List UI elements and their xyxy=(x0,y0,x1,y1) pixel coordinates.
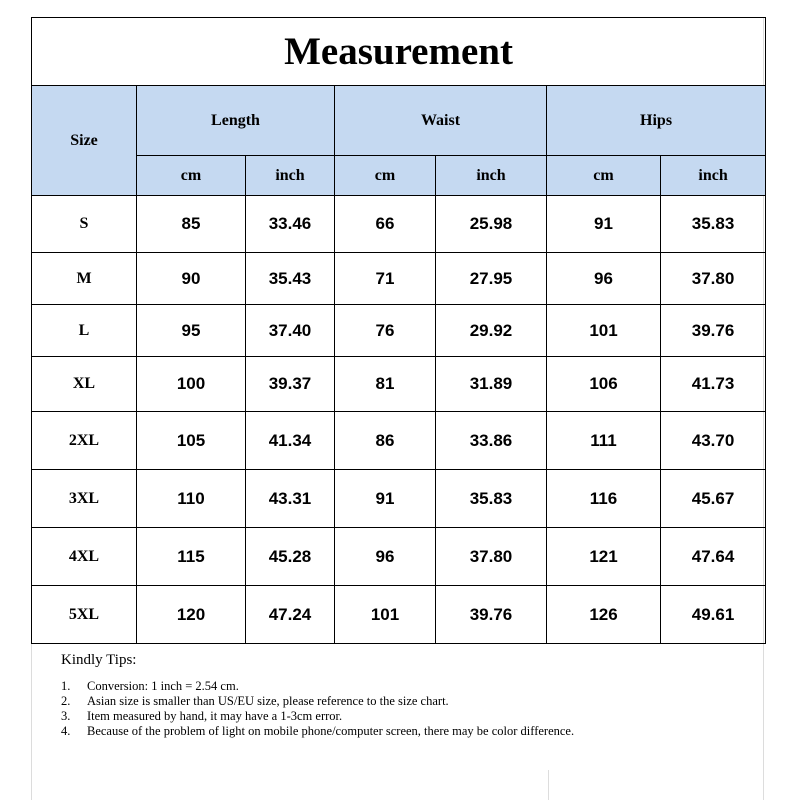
waist-cm-cell: 81 xyxy=(335,357,436,412)
tip-number: 2. xyxy=(61,694,71,708)
waist-inch-cell: 31.89 xyxy=(436,357,547,412)
hips-inch-cell: 47.64 xyxy=(661,528,766,586)
size-cell: L xyxy=(32,305,137,357)
length-cm-header: cm xyxy=(137,156,246,196)
table-row xyxy=(32,528,766,586)
hips-inch-cell: 49.61 xyxy=(661,586,766,644)
chart-title: Measurement xyxy=(32,18,766,86)
divider-line xyxy=(548,770,549,800)
length-cm-cell: 120 xyxy=(137,586,246,644)
waist-inch-cell: 27.95 xyxy=(436,253,547,305)
tip-text: Because of the problem of light on mobile phone/computer screen, there may be color difference. xyxy=(87,724,575,738)
waist-cm-header: cm xyxy=(335,156,436,196)
length-inch-cell: 45.28 xyxy=(246,528,335,586)
length-cm-cell: 110 xyxy=(137,470,246,528)
hips-inch-cell: 37.80 xyxy=(661,253,766,305)
waist-inch-cell: 29.92 xyxy=(436,305,547,357)
waist-cm-cell: 76 xyxy=(335,305,436,357)
tips-title: Kindly Tips: xyxy=(61,652,137,668)
waist-inch-header: inch xyxy=(436,156,547,196)
size-cell: 4XL xyxy=(32,528,137,586)
table-row xyxy=(32,412,766,470)
length-cm-cell: 105 xyxy=(137,412,246,470)
length-cm-cell: 90 xyxy=(137,253,246,305)
waist-cm-cell: 86 xyxy=(335,412,436,470)
waist-cm-cell: 71 xyxy=(335,253,436,305)
size-cell: S xyxy=(32,196,137,253)
size-chart-table xyxy=(31,17,766,644)
hips-cm-cell: 96 xyxy=(547,253,661,305)
waist-inch-cell: 25.98 xyxy=(436,196,547,253)
length-inch-cell: 37.40 xyxy=(246,305,335,357)
hips-inch-cell: 39.76 xyxy=(661,305,766,357)
length-inch-cell: 43.31 xyxy=(246,470,335,528)
hips-inch-cell: 41.73 xyxy=(661,357,766,412)
divider-line xyxy=(763,770,764,800)
unit-header-row xyxy=(32,156,766,196)
hips-inch-header: inch xyxy=(661,156,766,196)
table-row xyxy=(32,470,766,528)
tip-text: Item measured by hand, it may have a 1-3cm error. xyxy=(87,709,343,723)
size-cell: M xyxy=(32,253,137,305)
hips-inch-cell: 45.67 xyxy=(661,470,766,528)
tip-item xyxy=(61,679,701,694)
length-inch-cell: 47.24 xyxy=(246,586,335,644)
size-cell: 2XL xyxy=(32,412,137,470)
waist-header: Waist xyxy=(335,86,547,156)
length-header: Length xyxy=(137,86,335,156)
hips-cm-header: cm xyxy=(547,156,661,196)
hips-cm-cell: 116 xyxy=(547,470,661,528)
group-header-row xyxy=(32,86,766,156)
size-cell: XL xyxy=(32,357,137,412)
tip-item xyxy=(61,709,701,724)
length-inch-header: inch xyxy=(246,156,335,196)
waist-inch-cell: 39.76 xyxy=(436,586,547,644)
length-inch-cell: 39.37 xyxy=(246,357,335,412)
waist-inch-cell: 35.83 xyxy=(436,470,547,528)
size-cell: 5XL xyxy=(32,586,137,644)
table-row xyxy=(32,357,766,412)
tip-text: Conversion: 1 inch = 2.54 cm. xyxy=(87,679,239,693)
tip-item xyxy=(61,694,701,709)
waist-inch-cell: 37.80 xyxy=(436,528,547,586)
waist-inch-cell: 33.86 xyxy=(436,412,547,470)
tip-number: 3. xyxy=(61,709,71,723)
hips-cm-cell: 91 xyxy=(547,196,661,253)
tip-number: 4. xyxy=(61,724,71,738)
hips-cm-cell: 101 xyxy=(547,305,661,357)
hips-header: Hips xyxy=(547,86,766,156)
size-chart-body xyxy=(32,196,766,644)
kindly-tips xyxy=(61,652,701,739)
table-row xyxy=(32,196,766,253)
tip-number: 1. xyxy=(61,679,71,693)
table-row xyxy=(32,253,766,305)
tip-text: Asian size is smaller than US/EU size, please reference to the size chart. xyxy=(87,694,449,708)
waist-cm-cell: 96 xyxy=(335,528,436,586)
hips-inch-cell: 43.70 xyxy=(661,412,766,470)
length-inch-cell: 35.43 xyxy=(246,253,335,305)
length-cm-cell: 115 xyxy=(137,528,246,586)
table-row xyxy=(32,305,766,357)
tips-list xyxy=(61,679,701,739)
tip-item xyxy=(61,724,701,739)
length-inch-cell: 41.34 xyxy=(246,412,335,470)
hips-cm-cell: 106 xyxy=(547,357,661,412)
length-cm-cell: 100 xyxy=(137,357,246,412)
length-cm-cell: 85 xyxy=(137,196,246,253)
size-cell: 3XL xyxy=(32,470,137,528)
length-inch-cell: 33.46 xyxy=(246,196,335,253)
hips-inch-cell: 35.83 xyxy=(661,196,766,253)
hips-cm-cell: 126 xyxy=(547,586,661,644)
waist-cm-cell: 101 xyxy=(335,586,436,644)
hips-cm-cell: 111 xyxy=(547,412,661,470)
title-row xyxy=(32,18,766,86)
waist-cm-cell: 91 xyxy=(335,470,436,528)
size-column-header: Size xyxy=(32,86,137,196)
length-cm-cell: 95 xyxy=(137,305,246,357)
hips-cm-cell: 121 xyxy=(547,528,661,586)
waist-cm-cell: 66 xyxy=(335,196,436,253)
table-row xyxy=(32,586,766,644)
